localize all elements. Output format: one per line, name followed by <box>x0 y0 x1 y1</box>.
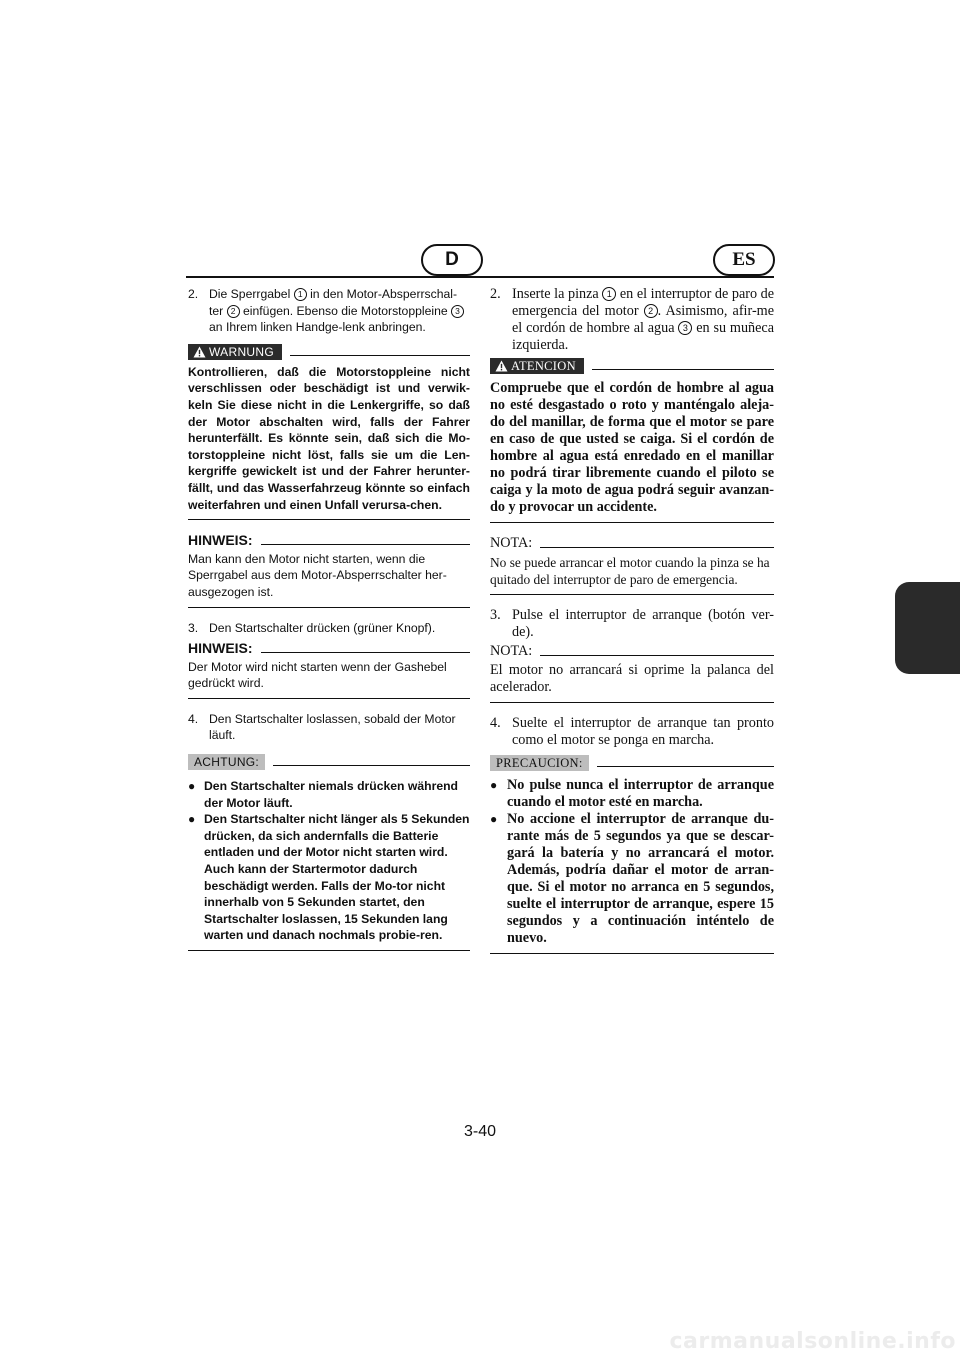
warning-label: ATENCION <box>511 359 576 373</box>
note-label: NOTA: <box>490 535 533 551</box>
step-text-part: in den Motor-Absperrschal-ter <box>209 287 458 318</box>
spanish-warning-header <box>490 358 774 374</box>
step-number: 4. <box>188 711 199 726</box>
spanish-step-2 <box>490 286 774 354</box>
caution-bullet-text: No pulse nunca el interruptor de arranque cuando el motor esté en marcha. <box>507 777 774 810</box>
label-rule <box>540 547 774 548</box>
german-note1-text: Man kann den Motor nicht starten, wenn die Sperrgabel aus dem Motor-Absperrschalter her-ausgezogen ist. <box>188 551 447 599</box>
step-text <box>209 286 470 336</box>
label-rule <box>592 369 774 370</box>
bullet-dot-icon: ● <box>490 778 498 792</box>
callout-2: 2 <box>227 305 240 318</box>
caution-bullet <box>188 811 470 944</box>
label-rule <box>290 355 470 356</box>
step-text-part: en su muñeca izquierda. <box>512 320 775 353</box>
german-caution-header <box>188 754 470 770</box>
spanish-step-4 <box>490 715 774 749</box>
bullet-dot-icon: ● <box>490 812 498 826</box>
step-text: Suelte el interruptor de arranque tan pronto como el motor se ponga en marcha. <box>512 715 774 748</box>
german-note2-header <box>188 640 470 657</box>
warning-label: WARNUNG <box>209 344 274 359</box>
note-label: HINWEIS: <box>188 532 253 549</box>
german-step-4 <box>188 711 470 744</box>
caution-bullet <box>490 811 774 947</box>
warning-badge <box>188 344 282 360</box>
spanish-note1-header <box>490 535 774 552</box>
german-warning-block <box>188 364 470 520</box>
spanish-step-3 <box>490 607 774 641</box>
german-note2-block <box>188 659 470 699</box>
step-text-part: en el interruptor de paro de emergencia del motor <box>512 286 775 319</box>
label-rule <box>261 544 470 545</box>
spanish-note2-block <box>490 662 774 703</box>
step-number: 2. <box>188 287 199 301</box>
step-text: Den Startschalter drücken (grüner Knopf). <box>209 620 436 635</box>
caution-bullet <box>188 778 470 811</box>
caution-badge: ACHTUNG: <box>188 754 265 770</box>
step-number: 4. <box>490 715 501 731</box>
label-rule <box>261 652 470 653</box>
warning-triangle-icon <box>193 346 206 358</box>
spanish-column <box>490 286 774 954</box>
callout-3: 3 <box>678 321 692 335</box>
german-caution-block <box>188 778 470 951</box>
bullet-dot-icon: ● <box>188 812 196 827</box>
step-number: 2. <box>490 286 501 302</box>
spanish-note1-text: No se puede arrancar el motor cuando la pinza se ha quitado del interruptor de paro de emergencia. <box>490 555 770 587</box>
german-note2-text: Der Motor wird nicht starten wenn der Gashebel gedrückt wird. <box>188 659 447 691</box>
spanish-note2-text: El motor no arrancará si oprime la palanca del acelerador. <box>490 662 774 695</box>
german-note1-block <box>188 551 470 608</box>
spanish-note1-block <box>490 554 774 595</box>
caution-bullet-text: No accione el interruptor de arranque du-rante más de 5 segundos ya que se descar-gará la batería y no arrancará el motor. Además, podría dañar el motor de arran-que. Si el motor no arranca en 5 segundos, suelte el interruptor de arranque, espere 15 segundos y a continuación inténtelo de nuevo. <box>507 811 774 946</box>
spanish-caution-block <box>490 777 774 954</box>
german-note1-header <box>188 532 470 549</box>
warning-triangle-icon <box>495 360 508 372</box>
german-step-2 <box>188 286 470 336</box>
bullet-dot-icon: ● <box>188 779 196 794</box>
note-label: HINWEIS: <box>188 640 253 657</box>
callout-1: 1 <box>602 287 616 301</box>
caution-badge: PRECAUCION: <box>490 755 589 771</box>
caution-bullet <box>490 777 774 811</box>
spanish-caution-header <box>490 755 774 771</box>
note-label: NOTA: <box>490 643 533 659</box>
language-tab-german: D <box>421 244 483 276</box>
chapter-side-tab <box>895 582 960 674</box>
spanish-note2-header <box>490 643 774 660</box>
label-rule <box>273 765 470 766</box>
header-rule <box>186 276 774 278</box>
german-warning-text: Kontrollieren, daß die Motorstoppleine nicht verschlissen oder beschädigt ist und verwik-keln Sie diese nicht in die Lenkergriffe, so daß der Motor abschalten wird, falls der Fahrer herunterfällt. Es könnte sein, daß sich die Mo-torstoppleine nicht löst, falls sie um die Len-kergriffe gewickelt ist und der Fahrer herunter-fällt, und das Wasserfahrzeug könnte so einfach weiterfahren und einen Unfall verursa-chen. <box>188 364 470 512</box>
caution-bullet-text: Den Startschalter niemals drücken während der Motor läuft. <box>204 779 458 810</box>
label-rule <box>540 655 774 656</box>
callout-3: 3 <box>451 305 464 318</box>
step-text <box>512 286 774 354</box>
warning-badge <box>490 358 584 374</box>
step-text: Den Startschalter loslassen, sobald der Motor läuft. <box>209 711 456 743</box>
step-text-part: . Asimismo, afir-me el cordón de hombre al agua <box>512 303 774 336</box>
german-step-3 <box>188 620 470 637</box>
caution-bullet-text: Den Startschalter nicht länger als 5 Sekunden drücken, da sich andernfalls die Batterie entladen und der Motor nicht starten wird. Auch kann der Startermotor dadurch beschädigt werden. Falls der Mo-tor nicht innerhalb von 5 Sekunden startet, den Startschalter loslassen, 15 Sekunden lang warten und danach nochmals probie-ren. <box>204 812 470 943</box>
language-tab-spanish: ES <box>713 244 775 276</box>
watermark: carmanualsonline.info <box>669 1329 956 1354</box>
callout-1: 1 <box>294 288 307 301</box>
step-text: Pulse el interruptor de arranque (botón ver-de). <box>512 607 774 640</box>
spanish-warning-block <box>490 380 774 523</box>
step-text-part: an Ihrem linken Handge-lenk anbringen. <box>209 320 426 335</box>
spanish-warning-text: Compruebe que el cordón de hombre al agua no esté desgastado o roto y manténgalo aleja-do del manillar, de forma que el motor se pare en caso de que usted se caiga. Si el cordón de hombre al agua está enredado en el manillar no podrá tirar libremente cuando el piloto se caiga y la moto de agua podrá seguir avanzan-do y provocar un accidente. <box>490 380 774 515</box>
step-number: 3. <box>490 607 501 623</box>
german-column <box>188 286 470 951</box>
label-rule <box>597 766 774 767</box>
callout-2: 2 <box>644 304 658 318</box>
step-text-part: einfügen. Ebenso die Motorstoppleine <box>243 303 448 318</box>
step-number: 3. <box>188 620 199 635</box>
german-warning-header <box>188 344 470 360</box>
page-number: 3-40 <box>463 1123 497 1140</box>
step-text-part: Die Sperrgabel <box>209 287 291 301</box>
step-text-part: Inserte la pinza <box>512 286 599 302</box>
